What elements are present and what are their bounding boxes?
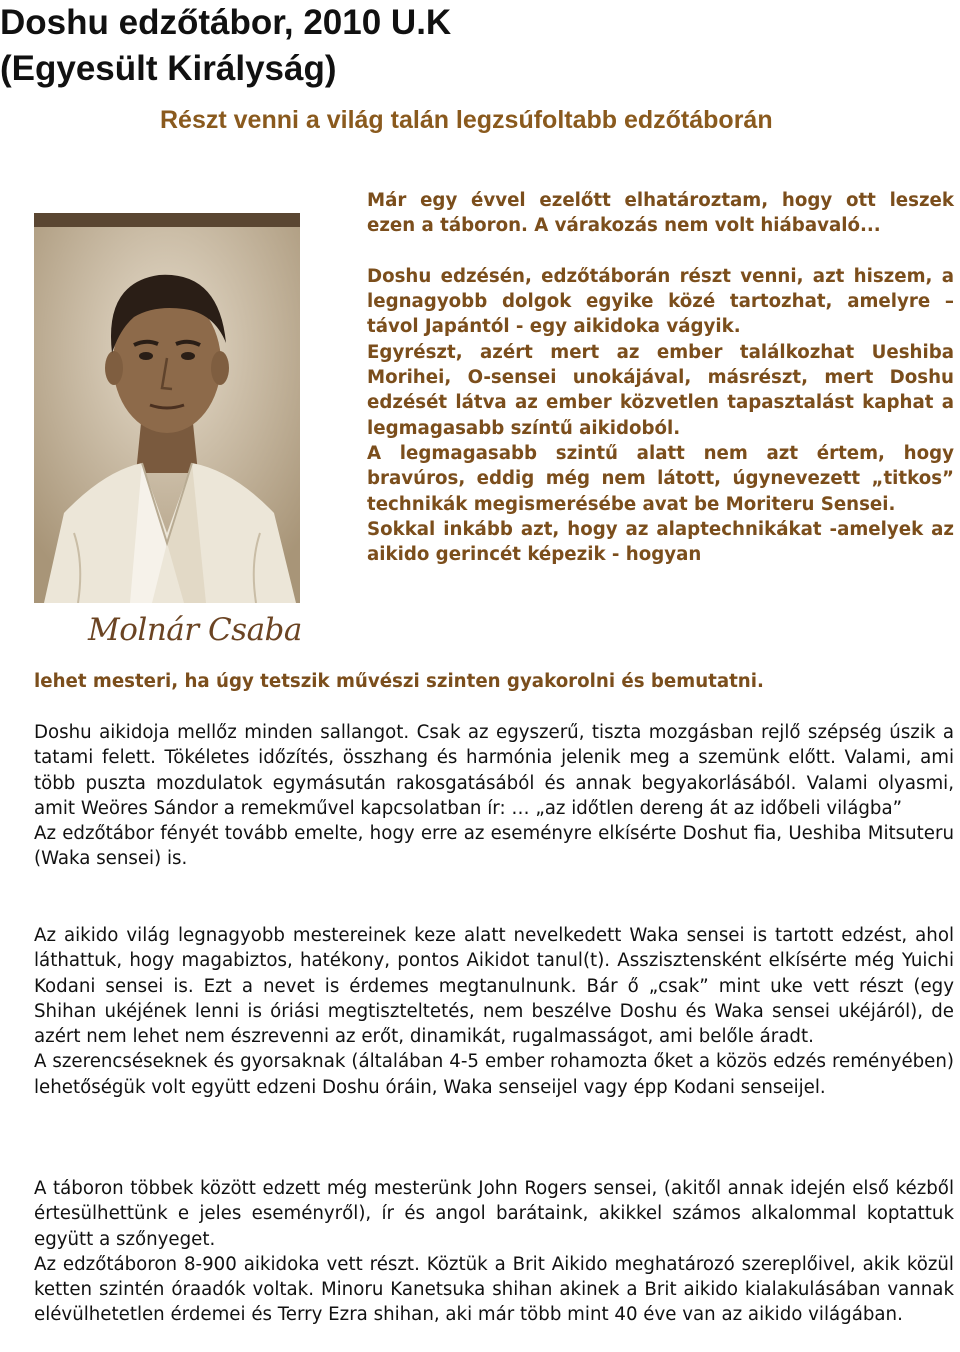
body-paragraph-5: A táboron többek között edzett még mesterünk John Rogers sensei, (akitől annak idején első kézből értesülhettünk e jeles eseményről), ír és angol barátaink, akikkel számos alkalommal koptattuk együtt a szőnyeget. xyxy=(34,1178,954,1250)
body-paragraph-2: Az edzőtábor fényét tovább emelte, hogy erre az eseményre elkísérte Doshut fia, Ueshiba Mitsuteru (Waka sensei) is. xyxy=(34,823,954,870)
intro-paragraph-1: Már egy évvel ezelőtt elhatároztam, hogy ott leszek ezen a táboron. A várakozás nem volt hiábavaló... xyxy=(367,190,954,237)
body-section-1 xyxy=(34,720,954,872)
intro-column xyxy=(367,188,954,567)
body-section-2 xyxy=(34,923,954,1100)
paragraph-spacer xyxy=(367,239,954,264)
photo-signature: Molnár Csaba xyxy=(88,612,302,648)
title-line-1: Doshu edzőtábor, 2010 U.K xyxy=(0,3,452,42)
body-paragraph-3: Az aikido világ legnagyobb mestereinek keze alatt nevelkedett Waka sensei is tartott edzést, ahol láthattuk, hogy magabiztos, hatékony, pontos Aikidot tanul(t). Asszisztensként elkísérte még Yuichi Kodani sensei is. Ezt a nevet is érdemes megtanulnunk. Bár ő „csak” mint uke vett részt (egy Shihan ukéjének lenni is óriási megtiszteltetés, nem beszélve Doshu és Waka sensei ukéjáról), de azért nem lehet nem észrevenni az erőt, dinamikát, rugalmasságot, ami belőle áradt. xyxy=(34,925,954,1048)
intro-paragraph-3: Egyrészt, azért mert az ember találkozhat Ueshiba Morihei, O-sensei unokájával, másrészt, mert Doshu edzését látva az ember közvetlen tapasztalást kaphat a legmagasabb színtű aikidoból. xyxy=(367,341,954,439)
portrait-photo xyxy=(34,213,300,603)
body-paragraph-4: A szerencséseknek és gyorsaknak (általában 4-5 ember rohamozta őket a közös edzés reményében) lehetőségük volt együtt edzeni Doshu óráin, Waka senseijel vagy épp Kodani senseijel. xyxy=(34,1051,954,1098)
title-line-2: (Egyesült Királyság) xyxy=(0,49,337,88)
portrait-illustration xyxy=(34,213,300,603)
body-paragraph-1: Doshu aikidoja mellőz minden sallangot. Csak az egyszerű, tiszta mozgásban rejlő szépség úszik a tatami felett. Tökéletes időzítés, összhang és harmónia jelenik meg a szemünk előtt. Valami, ami több puszta mozdulatok egymásután rakosgatásából és annak begyakorlásából. Valami olyasmi, amit Weöres Sándor a remekművel kapcsolatban ír: … „az időtlen dereng át az időbeli világba” xyxy=(34,722,954,819)
intro-paragraph-5-continuation: lehet mesteri, ha úgy tetszik művészi szinten gyakorolni és bemutatni. xyxy=(34,671,764,692)
intro-paragraph-2: Doshu edzésén, edzőtáborán részt venni, azt hiszem, a legnagyobb dolgok egyike közé tartozhat, amelyre – távol Japántól - egy aikidoka vágyik. xyxy=(367,265,954,338)
page-subtitle: Részt venni a világ talán legzsúfoltabb edzőtáborán xyxy=(160,106,773,134)
body-paragraph-6: Az edzőtáboron 8-900 aikidoka vett részt. Köztük a Brit Aikido meghatározó szereplőivel, akik közül ketten szintén óraadók voltak. Minoru Kanetsuka shihan akinek a Brit aikido kialakulásában vannak elévülhetetlen érdemei és Terry Ezra shihan, aki már több mint 40 éve van az aikido világában. xyxy=(34,1253,954,1326)
intro-paragraph-4: A legmagasabb szintű alatt nem azt értem, hogy bravúros, eddig még nem látott, úgynevezett „titkos” technikák megismerésébe avat be Moriteru Sensei. xyxy=(367,442,954,515)
intro-paragraph-5: Sokkal inkább azt, hogy az alaptechnikákat -amelyek az aikido gerincét képezik - hogyan xyxy=(367,518,954,566)
body-section-3 xyxy=(34,1176,954,1328)
page-title xyxy=(0,0,451,92)
